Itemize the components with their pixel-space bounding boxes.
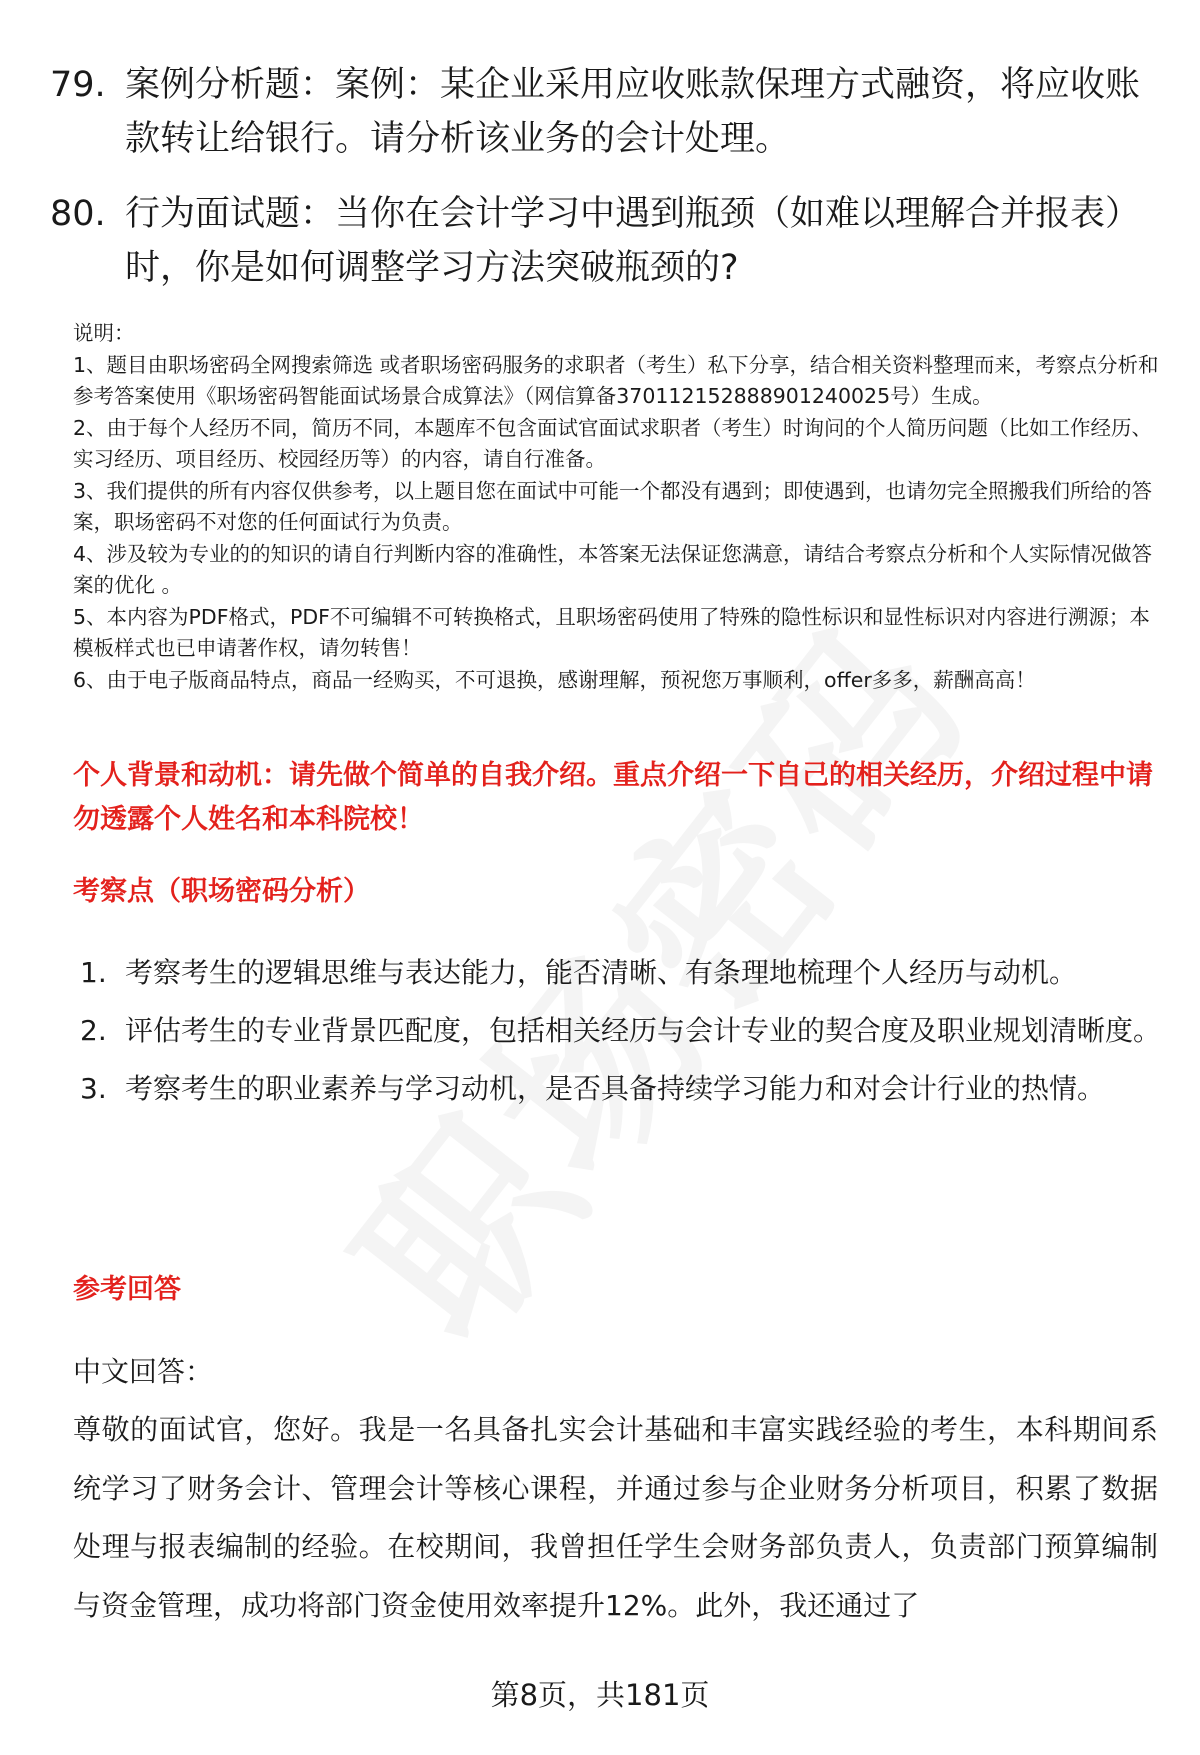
list-item-text: 考察考生的逻辑思维与表达能力，能否清晰、有条理地梳理个人经历与动机。 — [125, 956, 1078, 989]
note-item: 1、题目由职场密码全网搜索筛选 或者职场密码服务的求职者（考生）私下分享，结合相关资料整理而来，考察点分析和参考答案使用《职场密码智能面试场景合成算法》（网信算备370112152888901240025号）生成。 — [73, 352, 1159, 408]
question-text: 案例分析题：案例：某企业采用应收账款保理方式融资，将应收账款转让给银行。请分析该业务的会计处理。 — [125, 65, 1141, 159]
exam-points-list — [80, 944, 1170, 1118]
list-item — [80, 1002, 1170, 1060]
notes-title: 说明： — [73, 321, 135, 345]
note-item: 5、本内容为PDF格式，PDF不可编辑不可转换格式，且职场密码使用了特殊的隐性标识和显性标识对内容进行溯源；本模板样式也已申请著作权，请勿转售！ — [73, 604, 1150, 660]
list-item-number: 3. — [80, 1072, 107, 1105]
question-number: 80. — [50, 194, 106, 234]
note-item: 2、由于每个人经历不同，简历不同，本题库不包含面试官面试求职者（考生）时询问的个人简历问题（比如工作经历、实习经历、项目经历、校园经历等）的内容，请自行准备。 — [73, 415, 1153, 471]
list-item — [80, 944, 1170, 1002]
page-footer: 第8页，共181页 — [490, 1678, 710, 1712]
question-79 — [50, 58, 1160, 166]
list-item-text: 评估考生的专业背景匹配度，包括相关经历与会计专业的契合度及职业规划清晰度。 — [125, 1014, 1162, 1047]
list-item-number: 2. — [80, 1014, 107, 1047]
list-item-number: 1. — [80, 956, 107, 989]
exam-points-title: 考察点（职场密码分析） — [73, 876, 370, 907]
question-number: 79. — [50, 65, 106, 105]
reference-answer-title: 参考回答 — [73, 1274, 181, 1305]
question-text: 行为面试题：当你在会计学习中遇到瓶颈（如难以理解合并报表）时，你是如何调整学习方法突破瓶颈的? — [125, 194, 1141, 288]
motivation-question: 个人背景和动机：请先做个简单的自我介绍。重点介绍一下自己的相关经历，介绍过程中请勿透露个人姓名和本科院校！ — [73, 760, 1153, 835]
list-item — [80, 1060, 1170, 1118]
disclaimer-notes — [73, 318, 1163, 696]
note-item: 6、由于电子版商品特点，商品一经购买，不可退换，感谢理解，预祝您万事顺利，offer多多，薪酬高高！ — [73, 667, 1036, 692]
question-80 — [50, 187, 1160, 295]
note-item: 3、我们提供的所有内容仅供参考，以上题目您在面试中可能一个都没有遇到；即使遇到，也请勿完全照搬我们所给的答案，职场密码不对您的任何面试行为负责。 — [73, 478, 1153, 534]
list-item-text: 考察考生的职业素养与学习动机，是否具备持续学习能力和对会计行业的热情。 — [125, 1072, 1106, 1105]
note-item: 4、涉及较为专业的的知识的请自行判断内容的准确性，本答案无法保证您满意，请结合考察点分析和个人实际情况做答案的优化 。 — [73, 541, 1153, 597]
chinese-answer-label: 中文回答： — [73, 1355, 214, 1388]
reference-answer-text: 尊敬的面试官，您好。我是一名具备扎实会计基础和丰富实践经验的考生，本科期间系统学习了财务会计、管理会计等核心课程，并通过参与企业财务分析项目，积累了数据处理与报表编制的经验。在校期间，我曾担任学生会财务部负责人，负责部门预算编制与资金管理，成功将部门资金使用效率提升12%。此外，我还通过了 — [73, 1413, 1158, 1622]
